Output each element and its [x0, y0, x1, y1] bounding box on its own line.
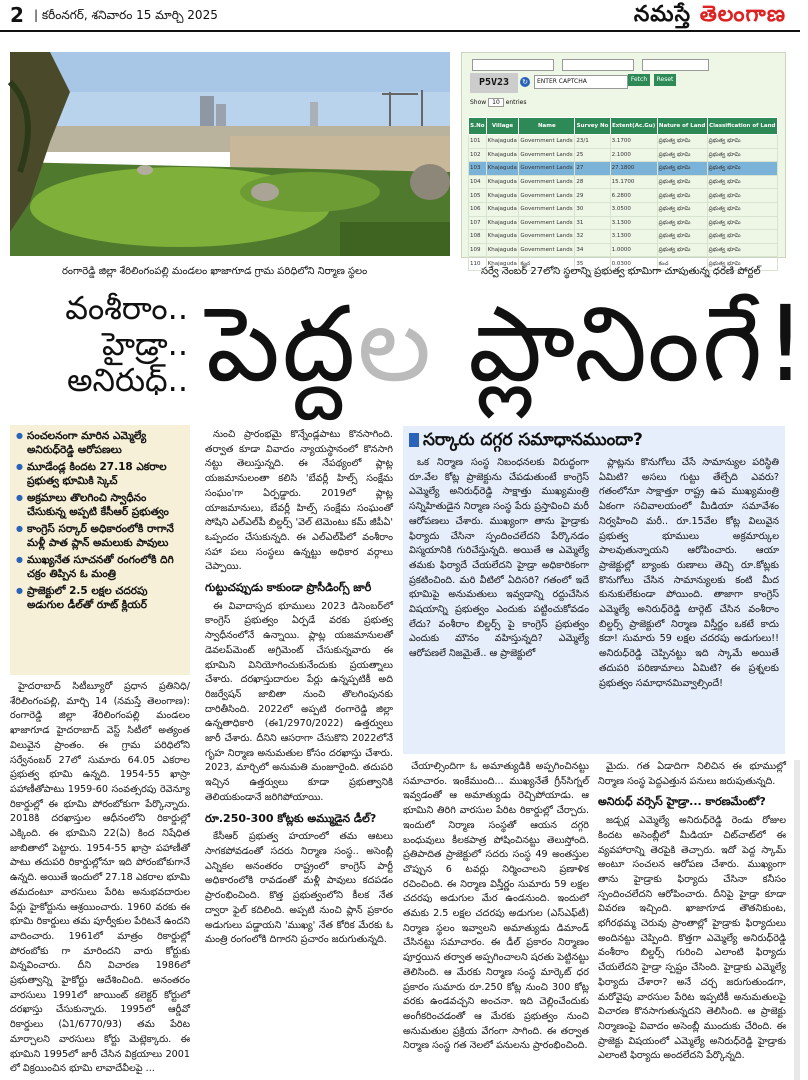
table-cell: ప్రభుత్వ భూమి [707, 189, 777, 203]
table-cell: ప్రభుత్వ భూమి [707, 202, 777, 216]
table-row [469, 230, 778, 244]
table-cell: Government Lands [519, 162, 575, 176]
col4-paragraph-2: జడ్చర్ల ఎమ్మెల్యే అనిరుధ్‌రెడ్డి రెండు రోజుల కిందట అసెంబ్లీలో మీడియా చిట్‌చాట్‌లో ఈ వ్యవహారాన్ని తెరపైకి తెచ్చారు. ఇదో పెద్ద స్కామ్ అంటూ సంచలన ఆరోపణ చేశారు. ముఖ్యంగా తాను హైడ్రాకు ఫిర్యాదు చేసినా కనీసం స్పందించలేదని ఆరోపించారు. దీనిపై హైడ్రా కూడా వివరణ ఇచ్చింది. ఖాజాగూడ తౌతనికుంట, భగీరథమ్మ చెరువు ప్రాంతాల్లో హైడ్రాకు ఫిర్యాదులు అందినట్టు చెప్పింది. కొత్తగా ఎమ్మెల్యే అనిరుధ్‌రెడ్డి వంశీరాం బిల్డర్స్ గురించి ఎలాంటి ఫిర్యాదు చేయలేదని హైడ్రా స్పష్టం చేసింది. హైడ్రాకు ఎమ్మెల్యే ఫిర్యాదు చేశారా? అనే చర్చ జరుగుతుండగా, మరోవైపు వారసుల పేరిట ఇప్పటికీ అనుమతులపై విచారణ కొనసాగుతున్నదని తెలిసింది. ఆ ప్రాజెక్టు నిర్మాణంపై వివాదం అసెంబ్లీ ముందుకు చేరింది. ఈ ప్రాజెక్టు విషయంలో ఎమ్మెల్యే అనిరుధ్‌రెడ్డి హైడ్రాకు ఎలాంటి ఫిర్యాదు అందలేదని పేర్కొన్నది. [598, 815, 786, 1062]
table-cell: ప్రభుత్వ భూమి [707, 162, 777, 176]
table-cell: 101 [469, 135, 487, 149]
col3-paragraph: చేయాల్సిందిగా ఓ అమాత్యుడికి అప్పగించినట్టు సమాచారం. ఇంకేముంది... ముఖ్యనేతే గ్రీన్‌సిగ్నల్ ఇవ్వడంతో ఆ అమాత్యుడు రెచ్చిపోయాడు. ఆ భూమిని తిరిగి వారసుల పేరిట రికార్డుల్లో చేర్చారు. ఇందులో నిర్మాణ సంస్థతో ఆయన దగ్గరి బంధువులు కీలకపాత్ర పోషించినట్టు తెలుస్తోంది. ప్రతిపాదిత ప్రాజెక్టులో సదరు సంస్థ 49 అంతస్తుల చొప్పున 6 టవర్లు నిర్మించాలని ప్రణాళిక రచించింది. ఈ నిర్మాణ విస్తీర్ణం సుమారు 59 లక్షల చదరపు అడుగుల మేర ఉండనుంది. ఇందులో తమకు 2.5 లక్షల చదరపు అడుగుల (ఎస్‌ఎఫ్‌టీ) నిర్మాణ స్థలం ఇవ్వాలని అమాత్యుడు డిమాండ్ చేసినట్టు సమాచారం. ఈ డీల్ ప్రకారం నిర్మాణం పూర్తయిన తర్వాత అప్పగించాలని షరతు పెట్టినట్టు తెలిసింది. ఆ మేరకు నిర్మాణ సంస్థ మార్కెట్ ధర ప్రకారం సుమారు రూ.250 కోట్ల నుంచి 300 కోట్ల వరకు ఉండవచ్చని అంచనా. ఇది చెల్లించేందుకు అంగీకరించడంతో ఆ మేరకు ప్రభుత్వం నుంచి అనుమతుల ప్రక్రియ వేగంగా సాగింది. ఈ తర్వాత నిర్మాణ సంస్థ గత నెలలో పనులను ప్రారంభించింది. [403, 761, 589, 1052]
refresh-icon: ↻ [520, 77, 530, 87]
table-cell: 2.1000 [610, 148, 657, 162]
kicker-name-2: హైడ్రా.. [101, 325, 188, 363]
column-4-body [598, 760, 786, 1076]
table-cell: 3.1300 [610, 216, 657, 230]
table-cell: Government Lands [519, 230, 575, 244]
highlight-item: ● ప్రాజెక్టులో 2.5 లక్షల చదరపు అడుగుల డీల్‌తో రూట్ క్లియర్ [16, 584, 184, 612]
table-cell: 106 [469, 202, 487, 216]
highlights-list [10, 425, 190, 612]
table-row [469, 202, 778, 216]
main-headline [206, 274, 808, 414]
table-cell: Khajaguda [486, 135, 519, 149]
table-cell: 104 [469, 175, 487, 189]
highlights-box [10, 425, 190, 675]
col4-paragraph: మైదు. గత ఏడాదిగా నిలిచిన ఈ భూముల్లో నిర్మాణ సంస్థ పెద్దఎత్తున పనులు జరుపుతున్నది. [598, 761, 786, 787]
table-cell: 103 [469, 162, 487, 176]
table-header-cell: S.No [469, 118, 487, 135]
highlight-item: ● మూడేండ్ల కిందట 27.18 ఎకరాల ప్రభుత్వ భూమికి స్కెచ్ [16, 460, 184, 488]
table-cell: ప్రభుత్వ భూమి [707, 216, 777, 230]
sidebar-question-box [403, 426, 785, 754]
adjacent-page-edge [794, 760, 800, 1080]
table-cell: 23/1 [575, 135, 610, 149]
right-photo-caption: సర్వే నెంబర్ 27లోని స్థలాన్ని ప్రభుత్వ భూమిగా చూపుతున్న ధరణి పోర్టల్ [481, 266, 761, 277]
table-cell: 32 [575, 230, 610, 244]
sidebar-box-title [409, 430, 643, 454]
table-row [469, 189, 778, 203]
table-cell: Khajaguda [486, 230, 519, 244]
kicker-name-3: అనిరుధ్.. [66, 361, 188, 399]
reset-button: Reset [654, 74, 676, 86]
table-row [469, 162, 778, 176]
village-select [642, 59, 709, 71]
column-2-body [205, 428, 393, 1076]
table-cell: 31 [575, 216, 610, 230]
table-header-cell: Nature of Land [657, 118, 707, 135]
table-cell: 3.1700 [610, 135, 657, 149]
table-row [469, 216, 778, 230]
table-cell: Government Lands [519, 175, 575, 189]
table-cell: కంచ [519, 257, 575, 271]
table-cell: ప్రభుత్వ భూమి [657, 148, 707, 162]
table-row [469, 148, 778, 162]
mandal-select [562, 59, 634, 71]
highlight-item: ● అక్రమాలు తొలగించి స్వాధీనం చేసుకున్న అప్పటి కేసీఆర్ ప్రభుత్వం [16, 491, 184, 519]
dharani-portal-screenshot [461, 52, 786, 267]
district-select [472, 59, 554, 71]
page-header [0, 0, 800, 32]
table-cell: ప్రభుత్వ భూమి [657, 216, 707, 230]
table-cell: ప్రభుత్వ భూమి [657, 243, 707, 257]
show-value: 10 [488, 98, 504, 107]
table-row [469, 243, 778, 257]
table-cell: Government Lands [519, 189, 575, 203]
table-cell: 15.1700 [610, 175, 657, 189]
table-cell: Khajaguda [486, 243, 519, 257]
col2-subheading: గుట్టుచప్పుడు కాకుండా ప్రొసీడింగ్స్ జారీ [205, 581, 372, 595]
table-cell: Government Lands [519, 243, 575, 257]
title-marker-icon [409, 433, 419, 447]
table-header-cell: Extent(Ac.Gu) [610, 118, 657, 135]
col2-subheading-2: రూ.250-300 కోట్లకు అమ్ముడైన డీల్? [205, 811, 377, 825]
table-cell: ప్రభుత్వ భూమి [657, 135, 707, 149]
fetch-button: Fetch [628, 74, 650, 86]
masthead-logo [634, 2, 786, 32]
col2-paragraph: నుంచి ప్రారంభమై కొన్నేండ్లపాటు కొనసాగింది. తర్వాత కూడా వివాదం న్యాయస్థానంలో కొనసాగి నట్టు తెలుస్తున్నది. ఈ నేపథ్యంలో ప్లాట్ల యజమానులంతా కలిసి 'బేవర్లీ హిల్స్ సంక్షేమ సంఘం'గా ఏర్పడ్డారు. 2019లో ప్లాట్ల యాజమానులు, బేవర్లీ హిల్స్ సంక్షేమ సంఘంతో సోషిని ఎల్‌ఎల్‌పీ బిల్డర్స్ 'వెల్ టెమెంటు కమ్ జీపీఏ' ఒప్పందం చేసుకున్నది. ఈ ఎల్‌ఎల్‌పీలో వంశీరాం సహా పలు సంస్థలు ఉన్నట్టు అధికార వర్గాలు చెప్పాయి. [205, 429, 393, 573]
table-cell: 27.1800 [610, 162, 657, 176]
table-cell: 30 [575, 202, 610, 216]
land-records-table [468, 117, 778, 271]
sidebar-left-paragraph: ఒక నిర్మాణ సంస్థ నిబంధనలకు విరుద్ధంగా రూ.వేల కోట్ల ప్రాజెక్టును చేపడుతుంటే కాంగ్రెస్ ఎమ్మెల్యే అనిరుధ్‌రెడ్డి సాక్షాత్తు ముఖ్యమంత్రి సన్నిహితుడైన నిర్మాణ సంస్థ పేరు ప్రస్తావించి మరీ ఆరోపణలు చేశారు. ముఖ్యంగా తాను హైడ్రాకు ఫిర్యాదు చేసినా స్పందించలేదని పేర్కొనడం విస్మయానికి గురిచేస్తున్నది. అయితే ఆ ఎమ్మెల్యే తమకు ఫిర్యాదే చేయలేదని హైడ్రా అధికారికంగా ప్రకటించింది. మరి వీటిలో ఏదిసరి? గతంలో ఇదే భూమిపై అనుమతులు ఇవ్వడాన్ని రద్దుచేసిన విషయాన్ని ప్రభుత్వం ఎందుకు పట్టించుకోవడం లేదు? వంశీరాం బిల్డర్స్ పై కాంగ్రెస్ ప్రభుత్వం ఎందుకు మౌనం వహిస్తున్నది? ఎమ్మెల్యే ఆరోపణలే నిజమైతే.. ఆ ప్రాజెక్టులో [409, 457, 589, 660]
kicker-names [10, 290, 188, 398]
sidebar-box-left-text [409, 456, 589, 750]
table-cell: 29 [575, 189, 610, 203]
table-cell: 35 [575, 257, 610, 271]
table-cell: Khajaguda [486, 202, 519, 216]
table-cell: 102 [469, 148, 487, 162]
masthead-part-b: తెలంగాణ [699, 2, 786, 27]
table-row [469, 175, 778, 189]
table-cell: ప్రభుత్వ భూమి [707, 175, 777, 189]
highlight-item: ● కాంగ్రెస్ సర్కార్ అధికారంలోకి రాగానే మళ్లీ పాత ప్లాన్ అమలుకు పావులు [16, 522, 184, 550]
captcha-input: ENTER CAPTCHA [534, 75, 628, 89]
table-cell: 105 [469, 189, 487, 203]
table-header-row [469, 118, 778, 135]
table-cell: కంచ [657, 257, 707, 271]
headline-part-1: పెద్ద [206, 283, 358, 405]
show-entries [470, 99, 527, 106]
table-cell: Khajaguda [486, 257, 519, 271]
table-cell: ప్రభుత్వ భూమి [657, 175, 707, 189]
highlight-item: ● సంచలనంగా మారిన ఎమ్మెల్యే అనిరుధ్‌రెడ్డి ఆరోపణలు [16, 429, 184, 457]
column-1-body [10, 680, 190, 1076]
col2-paragraph-3: కేసీఆర్ ప్రభుత్వ హయాంలో తమ ఆటలు సాగకపోవడంతో సదరు నిర్మాణ సంస్థ.. అసెంబ్లీ ఎన్నికల అనంతరం రాష్ట్రంలో కాంగ్రెస్ పార్టీ అధికారంలోకి రావడంతో మళ్లీ పావులు కదపడం ప్రారంభించింది. కొత్త ప్రభుత్వంలోని కీలక నేత ద్వారా ఫైల్ కదిలింది. అప్పటి నుంచి ప్లాన్ ప్రకారం అడుగులు పడ్డాయని 'ముఖ్య' నేత కోరిక మేరకు ఓ మంత్రి రంగంలోకి దిగారని ప్రచారం జరుగుతున్నది. [205, 831, 393, 946]
table-row [469, 135, 778, 149]
table-cell: Khajaguda [486, 175, 519, 189]
show-label: Show [470, 99, 487, 106]
table-header-cell: Village [486, 118, 519, 135]
table-cell: 34 [575, 243, 610, 257]
table-cell: ప్రభుత్వ భూమి [657, 162, 707, 176]
table-cell: 25 [575, 148, 610, 162]
kicker-name-1: వంశీరాం.. [65, 289, 188, 327]
dateline: | కరీంనగర్, శనివారం 15 మార్చి 2025 [34, 8, 218, 22]
table-cell: 28 [575, 175, 610, 189]
table-cell: ప్రభుత్వ భూమి [657, 202, 707, 216]
table-header-cell: Name [519, 118, 575, 135]
masthead-part-a: నమస్తే [633, 2, 692, 27]
table-cell: ప్రభుత్వ భూమి [707, 230, 777, 244]
table-cell: ప్రభుత్వ భూమి [707, 148, 777, 162]
table-cell: 109 [469, 243, 487, 257]
table-cell: 0.0300 [610, 257, 657, 271]
col2-paragraph-2: ఈ వివాదాస్పద భూములు 2023 డిసెంబర్‌లో కాంగ్రెస్ ప్రభుత్వం ఏర్పడే వరకు ప్రభుత్వ స్వాధీనంలోనే ఉన్నాయి. ప్లాట్ల యజమానులతో డెవలప్‌మెంట్ అగ్రిమెంట్ చేసుకున్నవారు ఈ భూమిని వినియోగించుకునేందుకు ప్రయత్నాలు చేశారు. దరఖాస్తుదారుల పేర్లు ఉన్నప్పటికీ అది రిజర్వేషన్ జాబితా నుంచి తొలగింపునకు దారితీసింది. 2022లో అప్పటి రంగారెడ్డి జిల్లా ఉన్నతాధికారి (ఈ1/2970/2022) ఉత్తర్వులు జారీ చేశారు. దీనిని ఆసరాగా చేసుకొని 2022లోనే గృహ నిర్మాణ అనుమతుల కోసం దరఖాస్తు చేశారు. 2023, మార్చిలో అనుమతి మంజూరైంది. తదుపరి ఇచ్చిన ఉత్తర్వులు కూడా ప్రభుత్వానికి తెలియకుండానే జరిగిపోయాయి. [205, 600, 393, 803]
table-cell: 1.0000 [610, 243, 657, 257]
sidebar-right-paragraph: ప్లాట్లను కొనుగోలు చేసే సామాన్యుల పరిస్థితి ఏమిటి? అసలు గుట్టు తేల్చేది ఎవరు? గతంలోనూ సాక్షాత్తూ రాష్ట్ర ఉప ముఖ్యమంత్రి ఏకంగా సచివాలయంలో మీడియా సమావేశం నిర్వహించి మరీ.. రూ.15వేల కోట్ల విలువైన ప్రభుత్వ భూములు అక్రమార్కుల పాలవుతున్నాయని ఆరోపించారు. ఆయా ప్రాజెక్టుల్లో బ్యాంకు రుణాలు తెచ్చి రూ.కోట్లకు కొనుగోలు చేసిన సామాన్యులకు కంటి మీద కునుకులేకుండా పోయింది. తాజాగా కాంగ్రెస్ ఎమ్మెల్యే అనిరుధ్‌రెడ్డి టార్గెట్ చేసిన వంశీరాం బిల్డర్స్ ప్రాజెక్టులో నిర్మాణ విస్తీర్ణం ఒకటే కాదు కదా! సుమారు 59 లక్షల చదరపు అడుగులు!! అనిరుధ్‌రెడ్డి చెప్పినట్టు ఇది స్కామే అయితే తదుపరి పరిణామాలు ఏమిటి? ఈ ప్రశ్నలకు ప్రభుత్వం సమాధానమివ్వాల్సిందే! [599, 457, 779, 689]
table-cell: 110 [469, 257, 487, 271]
table-cell: 108 [469, 230, 487, 244]
table-cell: Khajaguda [486, 189, 519, 203]
table-cell: Khajaguda [486, 148, 519, 162]
table-cell: 107 [469, 216, 487, 230]
left-photo-caption: రంగారెడ్డి జిల్లా శేరిలింగంపల్లి మండలం ఖాజాగూడ గ్రామ పరిధిలోని నిర్మాణ స్థలం [62, 266, 368, 277]
table-cell: Government Lands [519, 216, 575, 230]
col4-subheading: అనిరుధ్ వర్సెస్ హైడ్రా... కారణమేంటో? [598, 795, 766, 809]
sidebar-box-title-text: సర్కారు దగ్గర సమాధానముందా? [423, 430, 643, 450]
table-cell: ప్రభుత్వ భూమి [657, 230, 707, 244]
table-cell: Khajaguda [486, 162, 519, 176]
col1-paragraph: హైదరాబాద్ సిటీబ్యూరో ప్రధాన ప్రతినిధి/శేరిలింగంపల్లి, మార్చి 14 (నమస్తే తెలంగాణ): రంగారెడ్డి జిల్లా శేరిలింగంపల్లి మండలం ఖాజాగూడ హైదరాబాద్ వెస్ట్ సిటీలో అత్యంత విలువైన ప్రాంతం. ఈ గ్రామ పరిధిలోని సర్వేనంబర్ 27లో సుమారు 64.05 ఎకరాల ప్రభుత్వ భూమి ఉన్నది. 1954-55 ఖాస్రా పహాణీతోపాటు 1959-60 సంవత్సరపు రెవెన్యూ రికార్డుల్లో ఈ భూమి పోరంబోకుగా పేర్కొన్నారు. 2018కి దరఖాస్తుల ఆధీనంలోని రికార్డుల్లో ఎక్కింది. ఈ భూమిని 22(ఏ) కింద నిషేధిత జాబితాలో పెట్టారు. 1954-55 ఖాస్రా పహాణీతో పాటు తదుపరి రికార్డుల్లోనూ ఇది పోరంబోకుగానే ఉన్నది. అయితే ఇందులో 27.18 ఎకరాల భూమి తమదంటూ వారసులు పేరిట అనుభవదారుల పేర్లు హైకోర్టును ఆశ్రయించారు. 1960 వరకు ఈ భూమి రికార్డులు తమ పూర్వీకుల పేరిటనే ఉందని వాదించారు. 1961లో మాత్రం రికార్డుల్లో పోరంబోకు గా మారిందని వారు కోర్టుకు విన్నవించారు. దీని విచారణ 1986లో ప్రభుత్వాన్ని హైకోర్టు ఆదేశించింది. అనంతరం వారసులు 1991లో జాయింట్ కలెక్టర్ కోర్టులో దరఖాస్తు చేసుకున్నారు. 1995లో ఆర్డీవో రికార్డులు (ఏ1/6770/93) తమ పేరిట మార్చాలని వారసులు కోర్టు మెట్లెక్కారు. ఈ భూమిని 1995లో జారీ చేసిన విక్రయాలు 2001 లో విక్రయించిన భూమి లావాదేవీలపై ... [10, 681, 190, 1075]
entries-label: entries [505, 99, 527, 106]
table-cell: 3.1300 [610, 230, 657, 244]
table-header-cell: Classification of Land [707, 118, 777, 135]
table-cell: Khajaguda [486, 216, 519, 230]
table-cell: 3.0500 [610, 202, 657, 216]
table-header-cell: Survey No [575, 118, 610, 135]
table-cell: ప్రభుత్వ భూమి [707, 243, 777, 257]
table-cell: ప్రభుత్వ భూమి [707, 257, 777, 271]
table-cell: 27 [575, 162, 610, 176]
sidebar-box-right-text [599, 456, 779, 750]
table-cell: Government Lands [519, 148, 575, 162]
highlight-item: ● ముఖ్యనేత సూచనతో రంగంలోకి దిగి చక్రం తిప్పిన ఓ మంత్రి [16, 553, 184, 581]
page-number: 2 [10, 3, 24, 27]
table-cell: Government Lands [519, 202, 575, 216]
table-cell: 6.2800 [610, 189, 657, 203]
table-cell: ప్రభుత్వ భూమి [707, 135, 777, 149]
construction-site-photo [10, 52, 450, 256]
headline-part-2: ల [357, 283, 434, 405]
column-3-body [403, 760, 589, 1076]
table-cell: Government Lands [519, 135, 575, 149]
captcha-image: P5V23 [470, 73, 518, 93]
table-cell: ప్రభుత్వ భూమి [657, 189, 707, 203]
headline-part-3: ప్లానింగే! [433, 283, 808, 405]
